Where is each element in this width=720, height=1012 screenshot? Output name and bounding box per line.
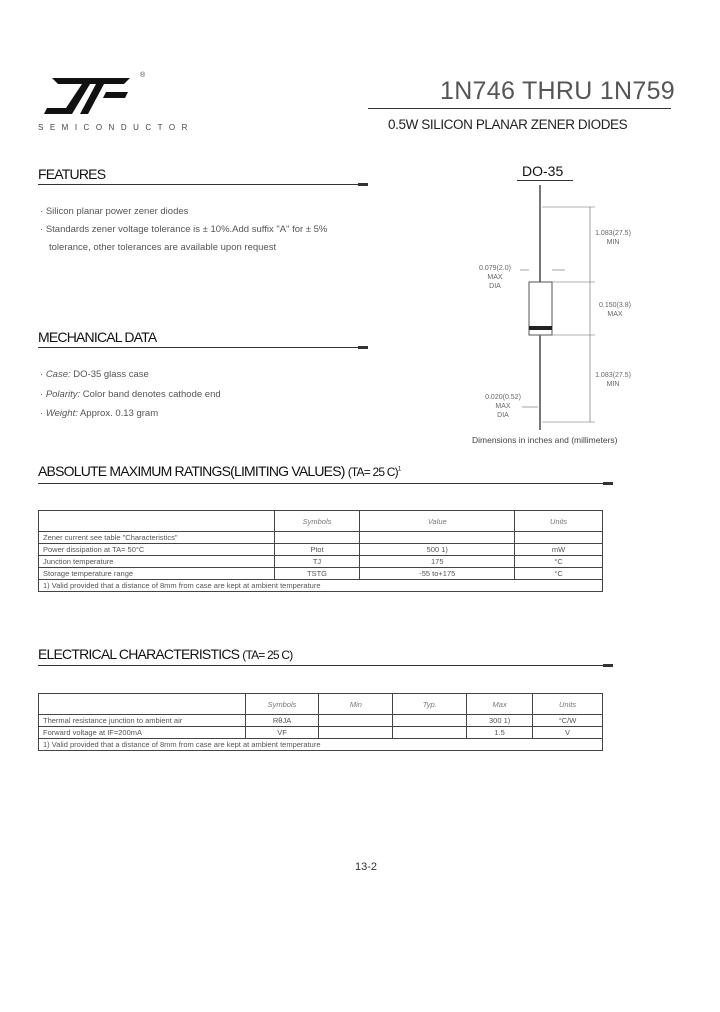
table-row — [39, 544, 603, 556]
features-divider-cap — [358, 183, 368, 186]
table-cell — [319, 715, 393, 727]
dim-body-length: 0.150(3.8) MAX — [599, 302, 631, 318]
mechanical-item: · Case: DO-35 glass case — [40, 369, 149, 380]
dim-lead-top: 1.083(27.5) MIN — [595, 230, 631, 246]
table-cell — [274, 532, 360, 544]
logo-subtitle: SEMICONDUCTOR — [38, 123, 194, 132]
table-row — [39, 532, 603, 544]
table-header-row — [39, 511, 603, 532]
ratings-divider — [38, 483, 613, 484]
page-subtitle: 0.5W SILICON PLANAR ZENER DIODES — [388, 117, 628, 132]
table-cell: -55 to+175 — [360, 568, 515, 580]
table-cell: TJ — [274, 556, 360, 568]
features-divider — [38, 184, 368, 185]
dim-lead-diameter: 0.020(0.52) MAX DIA — [485, 394, 521, 419]
dim-lead-bottom: 1.083(27.5) MIN — [595, 372, 631, 388]
table-cell: Zener current see table "Characteristics" — [39, 532, 275, 544]
table-cell: RθJA — [245, 715, 319, 727]
package-label-underline — [517, 180, 573, 181]
electrical-table — [38, 693, 603, 751]
table-header-cell: Value — [360, 511, 515, 532]
mechanical-item: · Polarity: Color band denotes cathode end — [40, 389, 221, 400]
table-cell: Power dissipation at TA= 50°C — [39, 544, 275, 556]
table-cell: VF — [245, 727, 319, 739]
table-note: 1) Valid provided that a distance of 8mm from case are kept at ambient temperature — [39, 580, 603, 592]
table-row — [39, 556, 603, 568]
table-header-cell: Max — [467, 694, 533, 715]
feature-item-continued: tolerance, other tolerances are available upon request — [49, 242, 277, 253]
table-header-cell: Units — [533, 694, 603, 715]
electrical-divider-cap — [603, 664, 613, 667]
table-cell: V — [533, 727, 603, 739]
table-cell — [393, 715, 467, 727]
table-cell: Ptot — [274, 544, 360, 556]
table-header-cell: Symbols — [274, 511, 360, 532]
mechanical-divider-cap — [358, 346, 368, 349]
table-row — [39, 715, 603, 727]
table-cell: °C/W — [533, 715, 603, 727]
mechanical-item: · Weight: Approx. 0.13 gram — [40, 408, 159, 419]
ratings-table — [38, 510, 603, 592]
feature-item: · Silicon planar power zener diodes — [40, 206, 189, 217]
table-header-cell: Units — [515, 511, 603, 532]
table-cell: 175 — [360, 556, 515, 568]
ratings-divider-cap — [603, 482, 613, 485]
ratings-heading: ABSOLUTE MAXIMUM RATINGS(LIMITING VALUES) (TA= 25 C)$^1$ — [38, 463, 401, 479]
table-cell — [515, 532, 603, 544]
table-cell: 300 1) — [467, 715, 533, 727]
table-header-cell: Min — [319, 694, 393, 715]
table-cell: Forward voltage at IF=200mA — [39, 727, 246, 739]
table-row — [39, 727, 603, 739]
table-cell — [319, 727, 393, 739]
table-header-cell — [39, 694, 246, 715]
table-cell: 1.5 — [467, 727, 533, 739]
dim-body-diameter: 0.079(2.0) MAX DIA — [479, 265, 511, 290]
table-note-row — [39, 739, 603, 751]
table-cell: Junction temperature — [39, 556, 275, 568]
features-heading: FEATURES — [38, 166, 106, 182]
table-row — [39, 568, 603, 580]
mechanical-heading: MECHANICAL DATA — [38, 329, 157, 345]
table-header-cell: Symbols — [245, 694, 319, 715]
table-cell — [393, 727, 467, 739]
company-logo — [38, 70, 148, 120]
electrical-divider — [38, 665, 613, 666]
table-note-row — [39, 580, 603, 592]
title-divider — [368, 108, 671, 109]
table-cell: Storage temperature range — [39, 568, 275, 580]
page-title: 1N746 THRU 1N759 — [440, 77, 676, 105]
table-cell: mW — [515, 544, 603, 556]
table-cell — [360, 532, 515, 544]
table-cell: °C — [515, 556, 603, 568]
table-header-cell — [39, 511, 275, 532]
electrical-heading: ELECTRICAL CHARACTERISTICS (TA= 25 C) — [38, 646, 293, 662]
mechanical-divider — [38, 347, 368, 348]
registered-mark: ® — [140, 72, 146, 79]
package-label: DO-35 — [522, 163, 564, 179]
table-cell: 500 1) — [360, 544, 515, 556]
table-note: 1) Valid provided that a distance of 8mm from case are kept at ambient temperature — [39, 739, 603, 751]
page-number: 13-2 — [355, 861, 378, 873]
dimensions-caption: Dimensions in inches and (millimeters) — [472, 435, 618, 445]
table-cell: °C — [515, 568, 603, 580]
table-cell: TSTG — [274, 568, 360, 580]
table-cell: Thermal resistance junction to ambient air — [39, 715, 246, 727]
feature-item: · Standards zener voltage tolerance is ± 10%.Add suffix "A" for ± 5% — [40, 224, 328, 235]
table-header-cell: Typ. — [393, 694, 467, 715]
table-header-row — [39, 694, 603, 715]
